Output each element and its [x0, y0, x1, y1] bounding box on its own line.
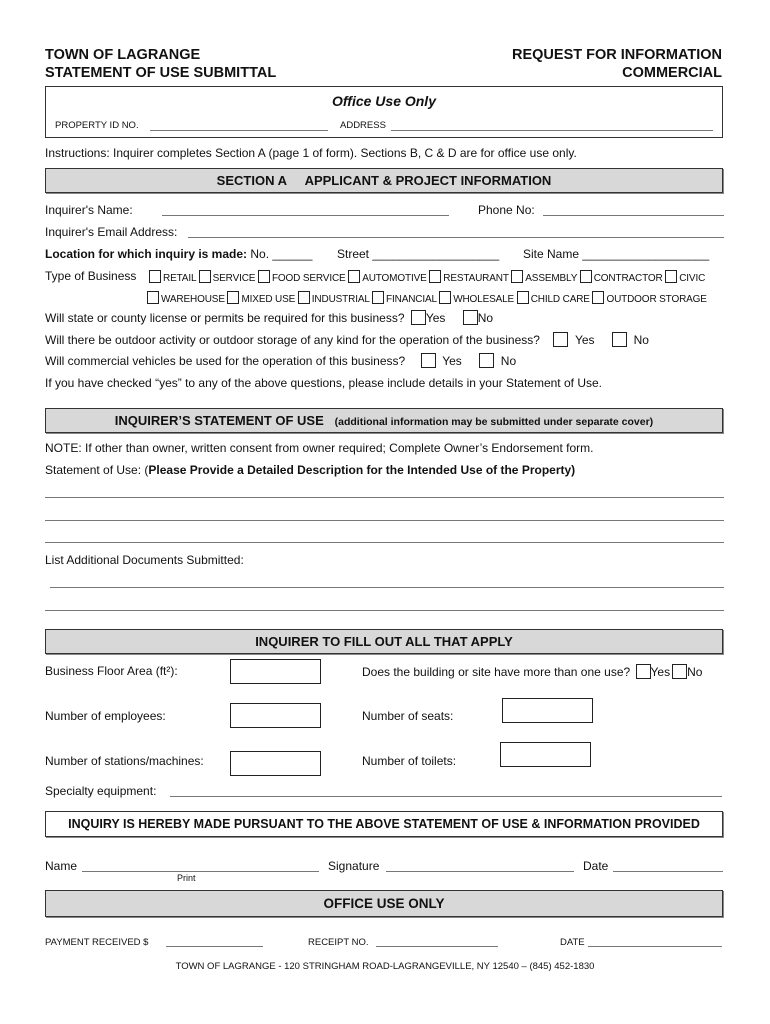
- header-request: REQUEST FOR INFORMATION: [512, 47, 722, 63]
- statement-of-use-bold: Please Provide a Detailed Description for the Intended Use of the Property): [148, 463, 576, 477]
- checkbox-financial[interactable]: [372, 291, 384, 304]
- inquirer-name-field[interactable]: [162, 215, 449, 216]
- retail-label: RETAIL: [163, 273, 196, 284]
- payment-received-label: PAYMENT RECEIVED $: [45, 937, 149, 948]
- checkbox-assembly[interactable]: [511, 270, 523, 283]
- fill-section-bar: [45, 629, 723, 654]
- checkbox-outdoor-storage[interactable]: [592, 291, 604, 304]
- employees-input[interactable]: [230, 703, 321, 728]
- question-outdoor-text: Will there be outdoor activity or outdoor storage of any kind for the operation of the business?: [45, 333, 540, 347]
- email-field[interactable]: [188, 237, 724, 238]
- location-no[interactable]: No. ______: [250, 247, 313, 261]
- office-date-label: DATE: [560, 937, 585, 948]
- floor-area-label: Business Floor Area (ft²):: [45, 664, 178, 678]
- employees-label: Number of employees:: [45, 709, 166, 723]
- stations-input[interactable]: [230, 751, 321, 776]
- inquirer-name-label: Inquirer's Name:: [45, 203, 133, 217]
- specialty-equipment-field[interactable]: [170, 796, 722, 797]
- phone-label: Phone No:: [478, 203, 535, 217]
- inquiry-statement: INQUIRY IS HEREBY MADE PURSUANT TO THE ABOVE STATEMENT OF USE & INFORMATION PROVIDED: [68, 817, 700, 831]
- business-type-label: Type of Business: [45, 269, 137, 283]
- outdoor-storage-label: OUTDOOR STORAGE: [606, 294, 707, 305]
- checkbox-civic[interactable]: [665, 270, 677, 283]
- checkbox-food-service[interactable]: [258, 270, 270, 283]
- signature-field[interactable]: [386, 871, 574, 872]
- statement-line-2[interactable]: [45, 520, 724, 521]
- restaurant-label: RESTAURANT: [443, 273, 509, 284]
- specialty-equipment-label: Specialty equipment:: [45, 784, 157, 798]
- checkbox-license-no[interactable]: [463, 310, 478, 325]
- header-form-name: STATEMENT OF USE SUBMITTAL: [45, 65, 277, 81]
- civic-label: CIVIC: [679, 273, 706, 284]
- checkbox-service[interactable]: [199, 270, 211, 283]
- inquiry-statement-bar: [45, 811, 723, 837]
- stations-label: Number of stations/machines:: [45, 754, 204, 768]
- owner-note: NOTE: If other than owner, written consent from owner required; Complete Owner’s Endorsement form.: [45, 441, 594, 455]
- statement-of-use-prefix: Statement of Use: (: [45, 463, 149, 477]
- address-label: ADDRESS: [340, 120, 386, 131]
- header-commercial: COMMERCIAL: [622, 65, 722, 81]
- docs-line-1[interactable]: [50, 587, 724, 588]
- checkbox-outdoor-no[interactable]: [612, 332, 627, 347]
- checkbox-mixed-use[interactable]: [227, 291, 239, 304]
- statement-line-1[interactable]: [45, 497, 724, 498]
- details-note: If you have checked “yes” to any of the above questions, please include details in your Statement of Use.: [45, 376, 602, 390]
- outdoor-yes-label: Yes: [574, 333, 595, 347]
- toilets-label: Number of toilets:: [362, 754, 457, 768]
- email-label: Inquirer's Email Address:: [45, 225, 178, 239]
- license-yes-label: Yes: [425, 311, 446, 325]
- service-label: SERVICE: [212, 273, 256, 284]
- address-field[interactable]: [391, 130, 713, 131]
- date-field[interactable]: [613, 871, 723, 872]
- receipt-no-label: RECEIPT NO.: [308, 937, 369, 948]
- statement-subtitle: (additional information may be submitted under separate cover): [334, 416, 654, 428]
- name-label: Name: [45, 859, 78, 873]
- multi-use-question: [362, 664, 702, 679]
- checkbox-restaurant[interactable]: [429, 270, 441, 283]
- question-vehicles: [45, 353, 516, 368]
- fill-section-title: INQUIRER TO FILL OUT ALL THAT APPLY: [255, 634, 513, 649]
- property-id-label: PROPERTY ID NO.: [55, 120, 139, 131]
- multi-use-yes-label: Yes: [650, 665, 671, 679]
- property-id-field[interactable]: [150, 130, 328, 131]
- child-care-label: CHILD CARE: [530, 294, 590, 305]
- checkbox-outdoor-yes[interactable]: [553, 332, 568, 347]
- financial-label: FINANCIAL: [386, 294, 437, 305]
- docs-line-2[interactable]: [45, 610, 724, 611]
- payment-field[interactable]: [166, 946, 263, 947]
- industrial-label: INDUSTRIAL: [311, 294, 370, 305]
- statement-line-3[interactable]: [45, 542, 724, 543]
- section-a-title: APPLICANT & PROJECT INFORMATION: [304, 173, 552, 188]
- office-date-field[interactable]: [588, 946, 722, 947]
- automotive-label: AUTOMOTIVE: [362, 273, 427, 284]
- checkbox-license-yes[interactable]: [411, 310, 426, 325]
- print-label: Print: [177, 873, 196, 883]
- seats-label: Number of seats:: [362, 709, 454, 723]
- office-use-only-bar: [45, 890, 723, 917]
- checkbox-multi-use-yes[interactable]: [636, 664, 651, 679]
- instructions: Instructions: Inquirer completes Section A (page 1 of form). Sections B, C & D are for office use only.: [45, 146, 577, 160]
- statement-title: INQUIRER’S STATEMENT OF USE: [114, 413, 324, 428]
- vehicles-yes-label: Yes: [442, 354, 462, 368]
- checkbox-multi-use-no[interactable]: [672, 664, 687, 679]
- checkbox-wholesale[interactable]: [439, 291, 451, 304]
- seats-input[interactable]: [502, 698, 593, 723]
- multi-use-no-label: No: [687, 665, 703, 679]
- office-use-title: Office Use Only: [331, 93, 436, 109]
- name-field[interactable]: [82, 871, 319, 872]
- checkbox-automotive[interactable]: [348, 270, 360, 283]
- multi-use-text: Does the building or site have more than one use?: [362, 665, 631, 679]
- location-label: Location for which inquiry is made:: [45, 247, 248, 261]
- checkbox-child-care[interactable]: [517, 291, 529, 304]
- footer-address: TOWN OF LAGRANGE - 120 STRINGHAM ROAD-LAGRANGEVILLE, NY 12540 – (845) 452-1830: [175, 961, 595, 972]
- mixed-use-label: MIXED USE: [241, 294, 296, 305]
- receipt-field[interactable]: [376, 946, 498, 947]
- assembly-label: ASSEMBLY: [525, 273, 578, 284]
- contractor-label: CONTRACTOR: [593, 273, 663, 284]
- office-use-box: [45, 86, 723, 138]
- question-license: [45, 310, 493, 325]
- question-outdoor: [45, 332, 649, 347]
- question-license-text: Will state or county license or permits be required for this business?: [45, 311, 405, 325]
- business-types-row1: [149, 270, 705, 284]
- header-town: TOWN OF LAGRANGE: [45, 47, 201, 63]
- location-row: [45, 247, 312, 261]
- location-site-name[interactable]: Site Name ___________________: [523, 247, 710, 261]
- statement-bar: [45, 408, 723, 433]
- warehouse-label: WAREHOUSE: [161, 294, 225, 305]
- office-use-only-title: OFFICE USE ONLY: [323, 896, 445, 911]
- checkbox-retail[interactable]: [149, 270, 161, 283]
- outdoor-no-label: No: [633, 333, 649, 347]
- license-no-label: No: [477, 311, 494, 325]
- food-service-label: FOOD SERVICE: [271, 273, 346, 284]
- checkbox-industrial[interactable]: [298, 291, 310, 304]
- location-street[interactable]: Street ___________________: [337, 247, 500, 261]
- checkbox-contractor[interactable]: [580, 270, 592, 283]
- section-a-label: SECTION A: [216, 173, 287, 188]
- additional-docs-label: List Additional Documents Submitted:: [45, 553, 244, 567]
- question-vehicles-text: Will commercial vehicles be used for the operation of this business?: [45, 354, 406, 368]
- business-types-row2: [147, 291, 707, 305]
- toilets-input[interactable]: [500, 742, 591, 767]
- signature-label: Signature: [328, 859, 380, 873]
- floor-area-input[interactable]: [230, 659, 321, 684]
- checkbox-vehicles-yes[interactable]: [421, 353, 436, 368]
- vehicles-no-label: No: [500, 354, 517, 368]
- wholesale-label: WHOLESALE: [453, 294, 515, 305]
- section-a-bar: [45, 168, 723, 193]
- statement-of-use-label: [45, 463, 575, 477]
- checkbox-warehouse[interactable]: [147, 291, 159, 304]
- checkbox-vehicles-no[interactable]: [479, 353, 494, 368]
- phone-field[interactable]: [543, 215, 724, 216]
- date-label: Date: [583, 859, 609, 873]
